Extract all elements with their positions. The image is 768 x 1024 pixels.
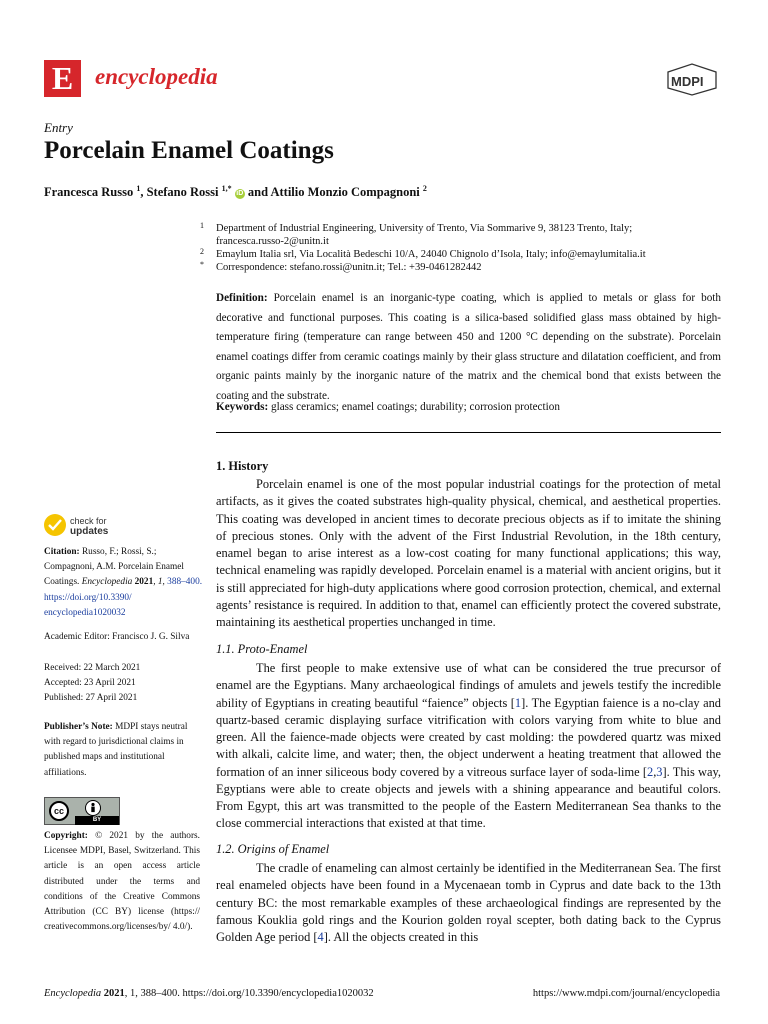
received-date: Received: 22 March 2021 (44, 663, 141, 673)
check-line1: check for (70, 516, 107, 526)
affiliation-email[interactable]: francesca.russo-2@unitn.it (216, 236, 329, 247)
copyright-label: Copyright: (44, 831, 88, 841)
orcid-icon[interactable]: iD (236, 190, 244, 198)
citation-link[interactable]: 2 (646, 764, 654, 779)
check-icon (44, 514, 66, 536)
paragraph (216, 660, 721, 833)
correspondence (200, 260, 716, 274)
journal-name[interactable]: encyclopedia (95, 64, 218, 89)
citation-volume: , 1, (153, 577, 165, 588)
citation-journal: Encyclopedia (81, 577, 133, 588)
paragraph (216, 860, 721, 946)
definition-text: Porcelain enamel is an inorganic-type coating, which is applied to metals or glass for both decorative and functional purposes. This coating is a silica-based solidified glass mass obtained by high-temperature firing (temperature can range between 450 and 1200 °C depending on the substrate). Porcelain enamel coatings differ from ceramic coatings mainly by their glass structure and dilatation coefficient, and from organic paints mainly by the inorganic nature of the matrix and the chemical bond that exists between the coating and the substrate. (216, 292, 721, 402)
affiliation-mark: * (200, 260, 204, 269)
author-sup: 1,* (221, 184, 232, 193)
paragraph-text: The first people to make extensive use of what can be considered the true precursor of enamel are the Egyptians. Many archaeological findings of amulets and jewels testify the incredible ability of Egyptians in creating beautiful “faience” objects [ (216, 661, 721, 710)
affiliation (216, 235, 716, 248)
keywords-label: Keywords: (216, 401, 269, 413)
footer-journal-url[interactable]: https://www.mdpi.com/journal/encyclopedia (532, 988, 720, 999)
affiliation-text: Emaylum Italia srl, Via Località Bedeschi 10/A, 24040 Chignolo d’Isola, Italy; info@emaylumitalia.it (216, 249, 646, 260)
author-sup: 1 (136, 184, 141, 193)
cc-by-label: BY (75, 816, 119, 825)
subsection-heading: 1.2. Origins of Enamel (216, 842, 330, 856)
citation-link[interactable]: 3 (656, 764, 663, 779)
affiliation (200, 247, 716, 261)
copyright-block (44, 829, 200, 935)
footer-citation (44, 988, 374, 999)
citation-block (44, 545, 204, 621)
footer-journal: Encyclopedia (44, 988, 102, 999)
publisher-note (44, 720, 204, 781)
paragraph-text: The cradle of enameling can almost certainly be identified in the Mediterranean Sea. The first real enameled objects have been found in a Mycenaean tomb in Cyprus and date back to the 13th century BC: the most remarkable examples of these archaeological findings are represented by the famous Kouklia gold rings and the Kourion golden royal scepter, both dating back to the Cyprus Golden Age period [ (216, 861, 721, 944)
definition-label: Definition: (216, 292, 268, 304)
publisher-note-label: Publisher’s Note: (44, 722, 113, 732)
cc-by-license-icon[interactable] (44, 797, 120, 825)
citation-text: Russo, F.; Rossi, S.; Compagnoni, A.M. Porcelain Enamel Coatings. (44, 547, 184, 588)
author-list (44, 181, 427, 200)
citation-year: 2021 (132, 577, 154, 588)
article-type: Entry (44, 120, 73, 135)
author-name[interactable]: and Attilio Monzio Compagnoni (244, 185, 420, 200)
author-name[interactable]: , Stefano Rossi (140, 185, 219, 200)
citation-link[interactable]: 4 (317, 930, 324, 944)
affiliation-mark: 2 (200, 247, 204, 256)
keywords (216, 398, 721, 418)
affiliation-text: Department of Industrial Engineering, University of Trento, Via Sommarive 9, 38123 Trento, Italy; (216, 223, 633, 234)
definition (216, 289, 721, 406)
journal-logo: E (44, 60, 81, 97)
paragraph-text: ]. This way, Egyptians were able to create objects and jewels with a shining appearance and beautiful colors. From Egypt, this art was transmitted to the people of the Eastern Mediterranean Sea thanks to the close commercial interactions that existed at that time. (216, 764, 721, 831)
check-line2: updates (70, 526, 109, 537)
publisher-note-text: MDPI stays neutral with regard to jurisdictional claims in published maps and institutional affiliations. (44, 722, 188, 778)
publisher-name: MDPI (671, 74, 704, 89)
copyright-text: © 2021 by the authors. Licensee MDPI, Basel, Switzerland. This article is an open access article distributed under the terms and conditions of the Creative Commons Attribution (CC BY) license (https:// creativecommons.org/licenses/by/ 4.0/). (44, 831, 200, 933)
author-sup: 2 (422, 184, 427, 193)
published-date: Published: 27 April 2021 (44, 693, 138, 703)
correspondence-text: Correspondence: stefano.rossi@unitn.it; Tel.: +39-0461282442 (216, 262, 482, 273)
paragraph-text: ]. The Egyptian faience is a no-clay and quartz-based ceramic displaying surface vitrification with colors varying from white to blue and green. All the faience-made objects were created by cast molding: the powdered quartz was mixed with alkali, calcite lime, and water; then, the object underwent a heating treatment that allowed the formation of an inner siliceous body covered by a vitreous surface layer of soda-lime [ (216, 695, 721, 779)
citation-doi-link[interactable]: 388–400. https://doi.org/10.3390/ encyclopedia1020032 (44, 577, 203, 618)
keywords-text: glass ceramics; enamel coatings; durability; corrosion protection (268, 401, 560, 413)
affiliation (200, 221, 716, 235)
check-for-updates-button[interactable] (44, 514, 154, 542)
paragraph-text: , (653, 764, 657, 779)
subsection-heading: 1.1. Proto-Enamel (216, 642, 308, 656)
accepted-date: Accepted: 23 April 2021 (44, 678, 136, 688)
citation-label: Citation: (44, 547, 80, 557)
academic-editor: Academic Editor: Francisco J. G. Silva (44, 632, 190, 642)
affiliation-mark: 1 (200, 221, 204, 230)
author-name[interactable]: Francesca Russo (44, 185, 134, 200)
footer-doi[interactable]: , 1, 388–400. https://doi.org/10.3390/encyclopedia1020032 (124, 988, 374, 999)
cc-icon: cc (49, 801, 69, 821)
citation-link[interactable]: 1 (514, 695, 522, 710)
footer-year: 2021 (101, 988, 125, 999)
section-heading: 1. History (216, 459, 269, 473)
paragraph: Porcelain enamel is one of the most popular industrial coatings for the protection of metal artifacts, as it gives the coated substrates high-quality physical, chemical, and aesthetical properties. This coating was developed in ancient times to decorate precious objects as if to imitate the shining of precious stones. Only with the advent of the First Industrial Revolution, in the 18th century, enamel began to arise interest as a low-cost coating for many functional applications; this way, technical enameling was rapidly developed. Porcelain enamel is a material with ancient origins, but it is still appreciated for high-duty applications where good corrosion protection, chemical, and external agents’ resistance is required. In addition to that, enamel can efficiently protect the covered substrate, maintaining its aesthetical properties unchanged in time. (216, 477, 721, 629)
paragraph-text: ]. All the objects created in this (323, 930, 479, 944)
check-for-updates-label (70, 516, 108, 537)
page-title: Porcelain Enamel Coatings (44, 137, 334, 164)
divider (216, 432, 721, 433)
person-icon (85, 800, 101, 816)
